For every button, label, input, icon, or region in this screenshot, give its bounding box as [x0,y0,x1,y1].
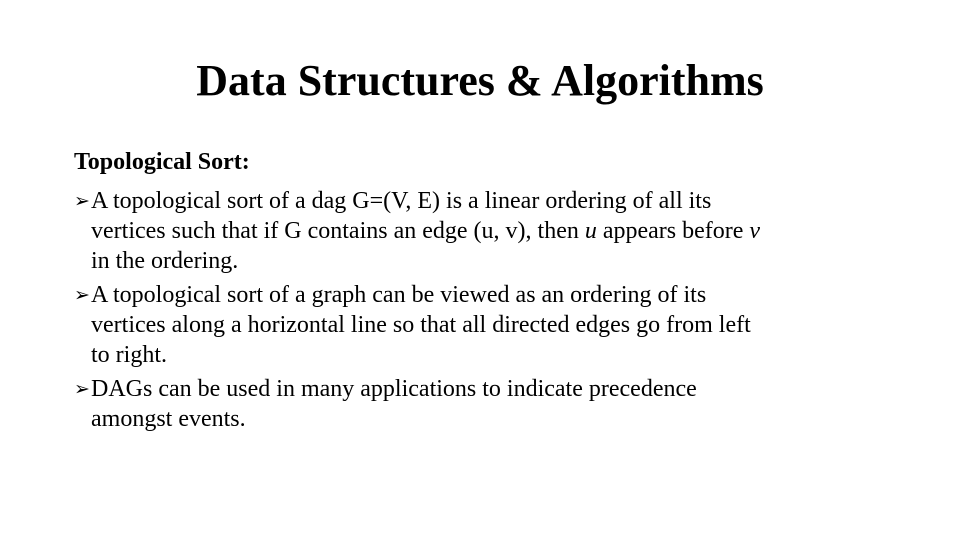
bullet-text-line: amongst events. [91,406,246,432]
italic-variable-u: u [584,218,597,244]
arrow-bullet-icon: ➢ [74,284,90,306]
bullet-text-line: in the ordering. [91,248,239,274]
bullet-item-horizontal-ordering [74,280,894,370]
bullet-text-segment: appears before [596,218,750,244]
arrow-bullet-icon: ➢ [74,378,90,400]
bullet-text-line: DAGs can be used in many applications to indicate precedence [91,376,697,402]
section-heading: Topological Sort: [74,149,250,175]
bullet-text-line [91,216,894,246]
bullet-item-applications [74,374,894,434]
arrow-bullet-icon: ➢ [74,190,90,212]
italic-variable-v: v [749,218,761,244]
slide-content [74,146,894,438]
bullet-text-line: A topological sort of a graph can be viewed as an ordering of its [91,282,707,308]
bullet-text-line: to right. [91,342,167,368]
bullet-text-segment: vertices such that if G contains an edge (u, v), then [91,218,585,244]
slide-title: Data Structures & Algorithms [196,56,764,105]
bullet-text-line: A topological sort of a dag G=(V, E) is a linear ordering of all its [91,188,712,214]
bullet-item-definition [74,186,894,276]
bullet-text-line: vertices along a horizontal line so that all directed edges go from left [91,312,751,338]
